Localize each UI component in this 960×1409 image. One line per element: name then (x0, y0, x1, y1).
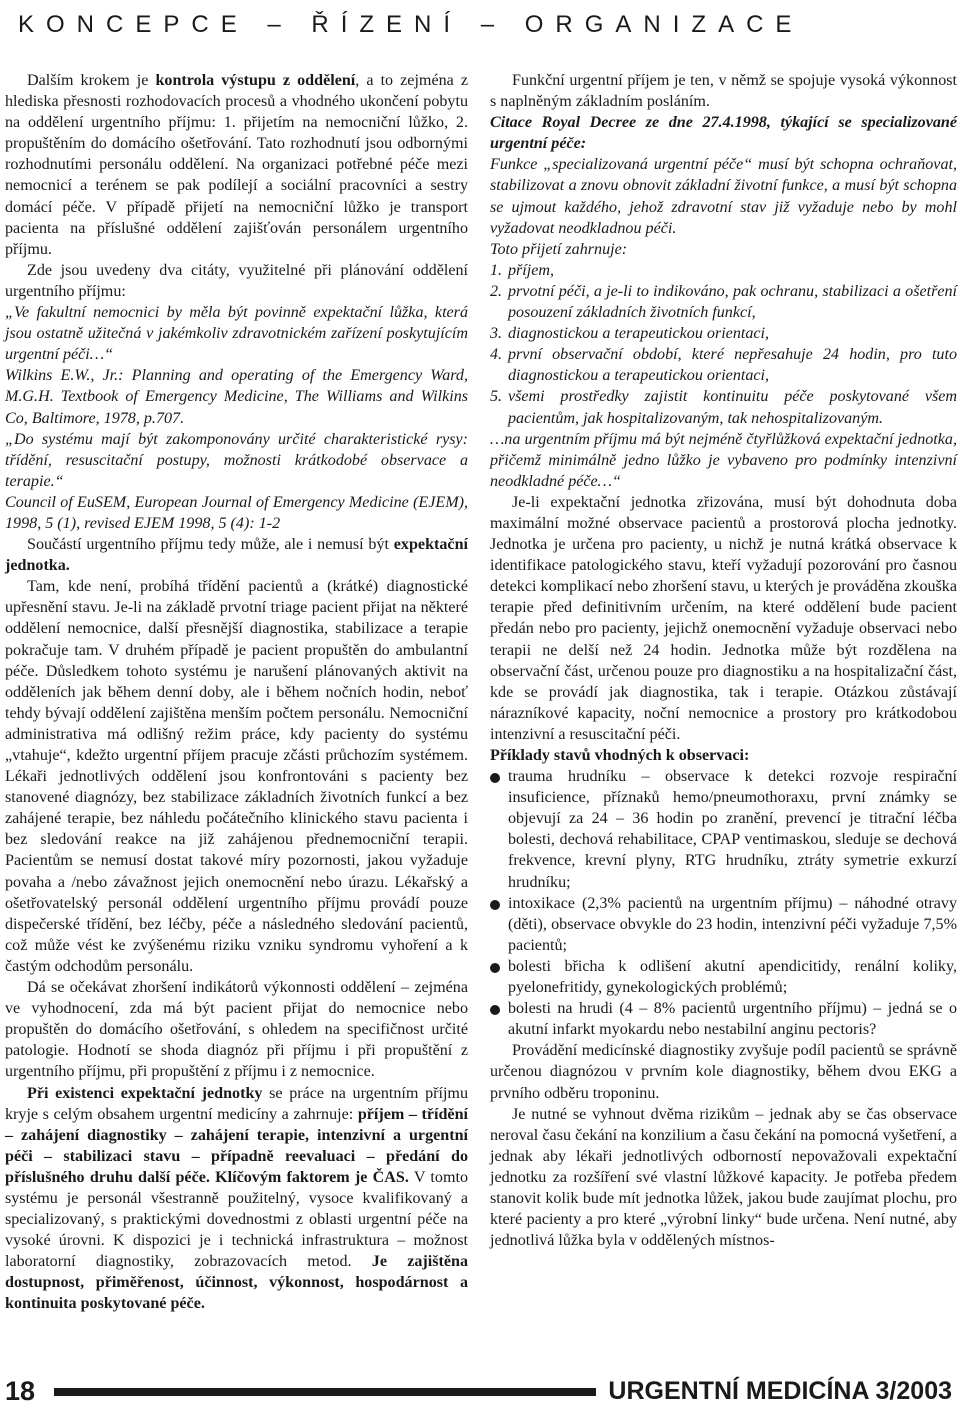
quote: Funkce „specializovaná urgentní péče“ musí být schopna ochraňovat, stabilizovat a znovu obnovit základní životní funkce, a musí být schopna se ujmout každého, jehož zdravotní stav již vyžaduje nebo by mohl vyžadovat neodkladnou péči. (490, 156, 957, 237)
bullet-icon (490, 773, 500, 783)
paragraph: Funkční urgentní příjem je ten, v němž se spojuje vysoká výkonnost s naplněným základním posláním. (490, 72, 957, 111)
right-column (490, 70, 957, 1251)
paragraph: Tam, kde není, probíhá třídění pacientů a (krátké) diagnostické upřesnění stavu. Je-li na základě prvotní triage pacient přijat na některé oddělení nemocnice, další přesnější diagnostika, stabilizace a terapie pokračuje tam. V druhém případě je pacient propuštěn do ambulantní péče. Důsledkem tohoto systému je narušení plánovaných aktivit na odděleních jak během denní doby, ale i během nočních hodin, neboť tehdy bývají oddělení zajištěna menším počtem personálu. Nemocniční administrativa má odlišný režim práce, kdy pacienty do systému „vtahuje“, kdežto urgentní příjem pracuje zčásti průchozím systémem. Lékaři jednotlivých oddělení jsou konfrontováni s pacienty bez stanovené diagnózy, bez stabilizace základních životních funkcí a bez zahájené terapie, bez náhledu počátečního klinického stavu pacienta i bez sledování reakce na již zahájenou přednemocniční terapii. Pacientům se nemusí dostat takové míry pozornosti, jakou vyžaduje povaha a /nebo závažnost jejich onemocnění nebo úrazu. Lékařský a ošetřovatelský personál oddělení urgentního příjmu provádí pouze dispečerské třídění, bez léčby, péče a následného sledování pacientů, což může vést ke zvýšenému riziku vzniku syndromu vyhoření a k častým odchodům personálu. (5, 578, 468, 975)
journal-title: URGENTNÍ MEDICÍNA 3/2003 (608, 1377, 952, 1405)
bold-phrase: expektační jednotka. (5, 536, 468, 575)
page-footer (0, 1374, 960, 1409)
numbered-list (490, 260, 957, 429)
list-item: bolesti na hrudi (4 – 8% pacientů urgentního příjmu) – jedná se o akutní infarkt myokardu nebo nestabilní anginu pectoris? (490, 998, 957, 1040)
quote: „Do systému mají být zakomponovány určité charakteristické rysy: třídění, resuscitační postupy, možnosti krátkodobé observace a terapie.“ (5, 430, 468, 490)
bullet-icon (490, 963, 500, 973)
quote: „Ve fakultní nemocnici by měla být povinně expektační lůžka, která jsou ostatně užitečná v jakémkoliv zdravotnickém zařízení poskytujícím urgentní péči…“ (5, 304, 468, 364)
quote-source: Council of EuSEM, European Journal of Emergency Medicine (EJEM), 1998, 5 (1), revised EJEM 1998, 5 (4): 1-2 (5, 493, 468, 532)
list-item: bolesti břicha k odlišení akutní apendicitidy, renální koliky, pyelonefritidy, gynekologických problémů; (490, 956, 957, 998)
bold-phrase: kontrola výstupu z oddělení (155, 72, 356, 89)
bold-phrase: Je zajištěna dostupnost, přiměřenost, účinnost, výkonnost, hospodárnost a kontinuita poskytované péče. (5, 1253, 468, 1313)
paragraph: Dalším krokem je kontrola výstupu z oddělení, a to zejména z hlediska přesnosti rozhodovacích procesů a vhodného ukončení pobytu na oddělení urgentního příjmu: 1. přijetím na nemocniční lůžko, 2. propuštěním do domácího ošetřování. Tato rozhodnutí jsou odbornými rozhodnutími personálu oddělení. Na organizaci potřebné péče mezi nemocnicí a terénem se pak podílejí a sociální pracovníci a sestry domácí péče. V případě přijetí na nemocniční lůžko je transport pacienta na příslušné oddělení zajišťován personálem urgentního příjmu. (5, 72, 468, 258)
list-item: 4. první observační období, které nepřesahuje 24 hodin, pro tuto diagnostickou a terapeutickou orientaci, (490, 346, 957, 385)
list-item: intoxikace (2,3% pacientů na urgentním příjmu) – náhodné otravy (děti), observace obvykle do 23 hodin, intenzivní péči vyžaduje 7,5% pacientů; (490, 893, 957, 956)
paragraph: Je-li expektační jednotka zřizována, musí být dohodnuta doba maximální možné observace pacientů a prostorová plocha jednotky. Jednotka je určena pro pacienty, u nichž je nutná krátká observace k identifikace patologického stavu, kteří vyžadují pozorování pro časnou detekci komplikací nebo zhoršení stavu, u kterých je prováděna zkouška terapie před definitivním určením, na které oddělení bude pacient předán nebo pro pacienty, jejichž onemocnění vyžaduje observaci nebo terapii ne delší než 24 hodin. Jednotka může být rozdělena na observační část, určenou pouze pro diagnostiku a na hospitalizační část, kde se provádí jak diagnostika, tak i terapie. Otázkou zůstávají nárazníkové kapacity, noční nemocnice a prostory pro krátkodobou intenzivní a resuscitační péči. (490, 493, 957, 743)
bullet-list (490, 766, 957, 1040)
paragraph: Dá se očekávat zhoršení indikátorů výkonnosti oddělení – zejména ve vyhodnocení, zda má být pacient přijat do nemocnice nebo propuštěn do domácího ošetřování, s ohledem na specifičnost určité patologie. Hodnotí se shoda diagnóz při příjmu i při propuštění z urgentního příjmu, při propuštění z příjmu i z nemocnice. (5, 979, 468, 1081)
section-heading: Příklady stavů vhodných k observaci: (490, 747, 750, 764)
paragraph: Je nutné se vyhnout dvěma rizikům – jednak aby se čas observace neroval času čekání na konzilium a času čekání na pomocná vyšetření, a jednak aby lékaři jednotlivých odborností nepovažovali expektační jednotku za rozšíření své vlastní lůžkové kapacity. Je potřeba předem stanovit kolik bude mít jednotka lůžek, jakou bude zaujímat plochu, pro které pacienty a pro které „výrobní linky“ bude určena. Není nutné, aby jednotlivá lůžka byla v oddělených místnos- (490, 1105, 957, 1250)
left-column (5, 70, 468, 1315)
paragraph: Při existenci expektační jednotky se práce na urgentním příjmu kryje s celým obsahem urgentní medicíny a zahrnuje: příjem – třídění – zahájení diagnostiky – zahájení terapie, intenzivní a urgentní péči – stabilizaci stavu – případně reevaluaci – předání do příslušného druhu další péče. Klíčovým faktorem je ČAS. V tomto systému je personál všestranně použitelný, vysoce kvalifikovaný a specializovaný, s praktickými dovednostmi z oblasti urgentní péče na vysoké úrovni. K dispozici je i technická infrastruktura – možnost laboratorní diagnostiky, zobrazovacích metod. Je zajištěna dostupnost, přiměřenost, účinnost, výkonnost, hospodárnost a kontinuita poskytované péče. (5, 1084, 468, 1313)
paragraph: Zde jsou uvedeny dva citáty, využitelné při plánování oddělení urgentního příjmu: (5, 261, 468, 300)
list-item: 1. příjem, (490, 261, 555, 279)
quote: Toto přijetí zahrnuje: (490, 240, 628, 258)
paragraph: Součástí urgentního příjmu tedy může, ale i nemusí být expektační jednotka. (5, 536, 468, 575)
footer-rule (54, 1388, 596, 1396)
list-item: trauma hrudníku – observace k detekci rozvoje respirační insuficience, příznaků hemo/pneumothoraxu, první známky se objevují za 24 – 36 hodin po zranění, prevencí je titrační léčba bolesti, dechová rehabilitace, CPAP ventimaskou, sleduje se dechová frekvence, krevní plyny, RTG hrudníku, ztráty symetrie exkurzí hrudníku; (490, 766, 957, 893)
bold-phrase: příjem – třídění – zahájení diagnostiky – zahájení terapie, intenzivní a urgentní péči – stabilizaci stavu – případně reevaluaci – předání do příslušného druhu další péče. Klíčovým faktorem je ČAS. (5, 1105, 468, 1186)
list-item: 5. všemi prostředky zajistit kontinuitu péče poskytované všem pacientům, jak hospitalizovaným, tak nehospitalizovaným. (490, 388, 957, 427)
quote-source: Wilkins E.W., Jr.: Planning and operating of the Emergency Ward, M.G.H. Textbook of Emergency Medicine, The Williams and Wilkins Co, Baltimore, 1978, p.707. (5, 367, 468, 427)
list-item: 2. prvotní péči, a je-li to indikováno, pak ochranu, stabilizaci a ošetření posouzení základních životních funkcí, (490, 282, 957, 322)
citation-heading: Citace Royal Decree ze dne 27.4.1998, týkající se specializované urgentní péče: (490, 114, 957, 153)
header-title: KONCEPCE – ŘÍZENÍ – ORGANIZACE (18, 11, 804, 38)
bullet-icon (490, 900, 500, 910)
running-header (0, 0, 960, 50)
bullet-icon (490, 1005, 500, 1015)
bold-phrase: Při existenci expektační jednotky (27, 1084, 263, 1102)
list-item: 3. diagnostickou a terapeutickou orientaci, (490, 325, 770, 343)
quote: …na urgentním příjmu má být nejméně čtyřlůžková expektační jednotka, přičemž minimálně jedno lůžko je vybaveno pro podmínky intenzivní neodkladné péče…“ (490, 430, 957, 490)
page-number: 18 (5, 1376, 36, 1406)
paragraph: Provádění medicínské diagnostiky zvyšuje podíl pacientů se správně určenou diagnózou v prvním kole diagnostiky, během dvou EKG a prvního odběru troponinu. (490, 1042, 957, 1102)
